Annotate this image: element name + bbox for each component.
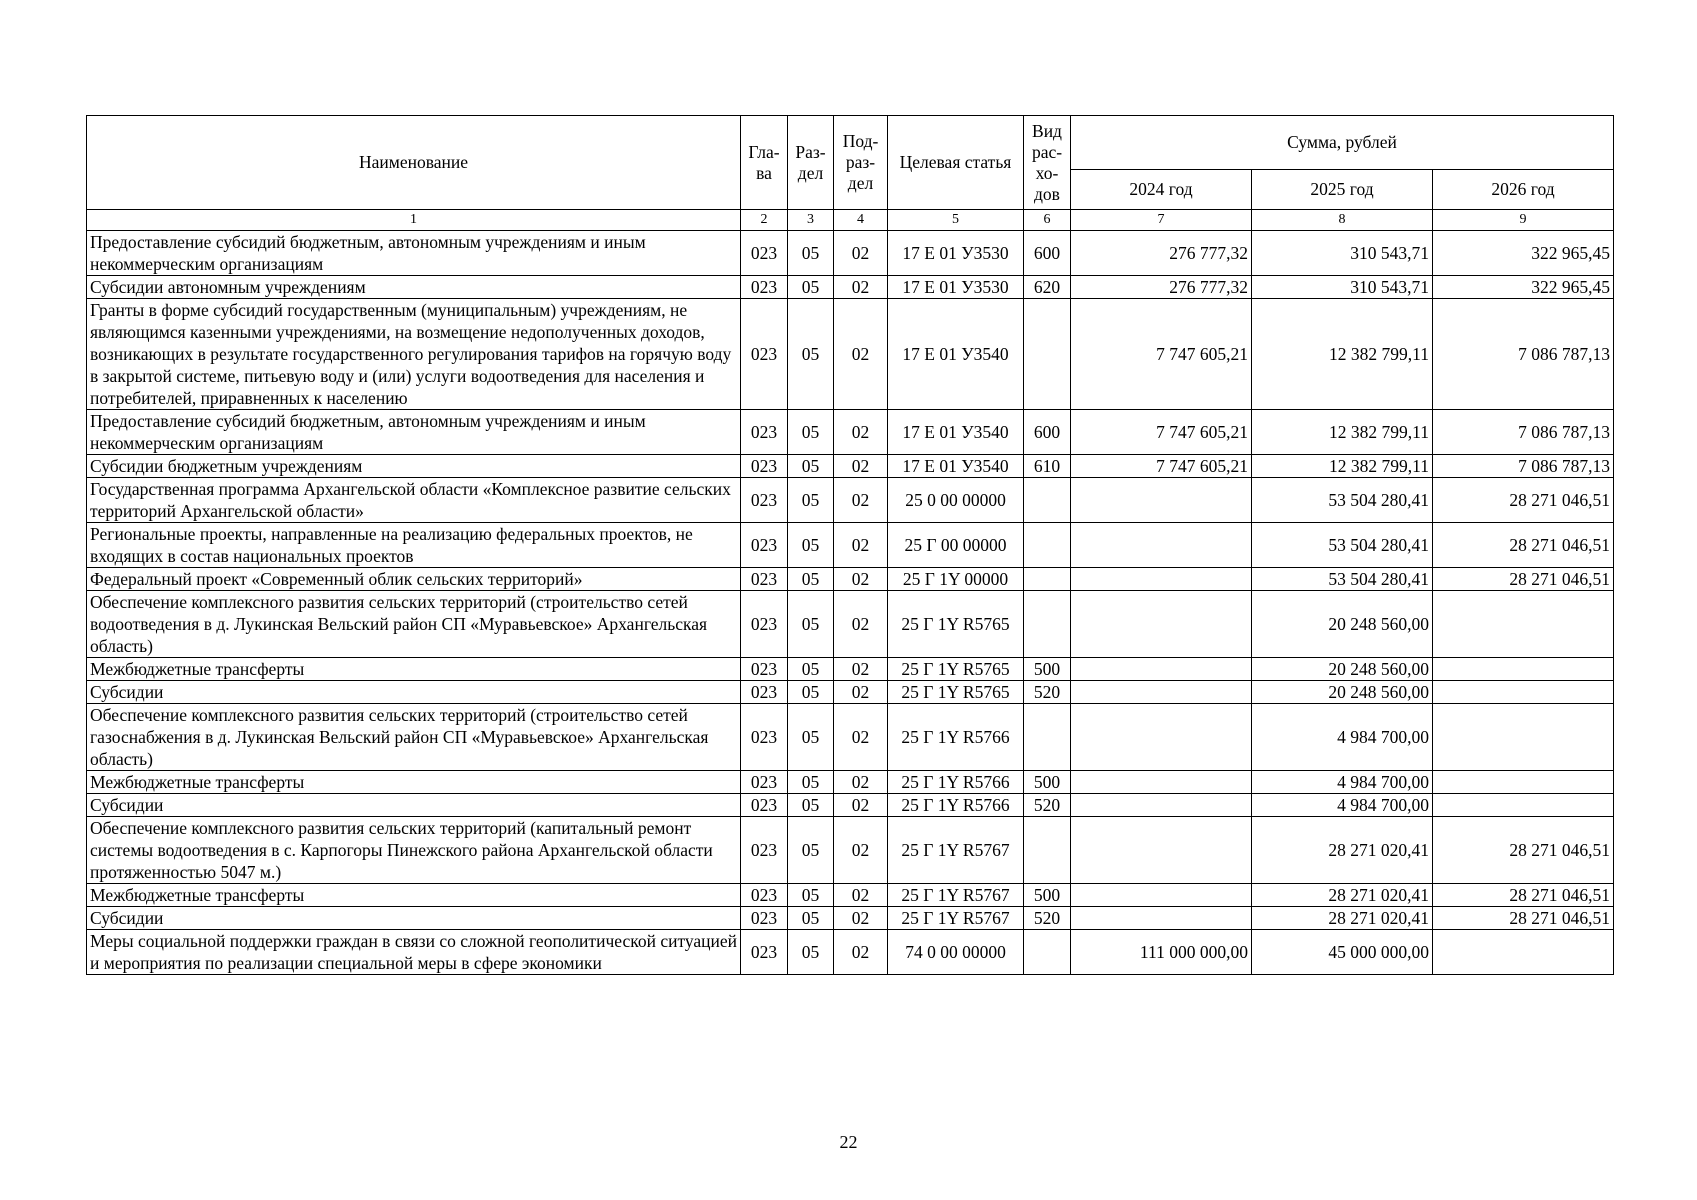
table-row <box>87 455 1614 478</box>
row-subsection: 02 <box>834 410 888 455</box>
row-subsection: 02 <box>834 704 888 771</box>
table-row <box>87 681 1614 704</box>
row-section: 05 <box>788 410 834 455</box>
row-amount-2025: 53 504 280,41 <box>1252 568 1433 591</box>
row-expense-type <box>1024 523 1071 568</box>
row-amount-2026: 322 965,45 <box>1433 276 1614 299</box>
row-name: Субсидии бюджетным учреждениям <box>87 455 741 478</box>
column-number: 6 <box>1024 210 1071 231</box>
row-name: Обеспечение комплексного развития сельских территорий (строительство сетей газоснабжения в д. Лукинская Вельский район СП «Муравьевское» Архангельская область) <box>87 704 741 771</box>
row-expense-type <box>1024 591 1071 658</box>
row-amount-2026: 28 271 046,51 <box>1433 523 1614 568</box>
row-amount-2024: 7 747 605,21 <box>1071 299 1252 410</box>
row-amount-2024 <box>1071 523 1252 568</box>
table-row <box>87 771 1614 794</box>
row-target: 17 Е 01 У3540 <box>888 410 1024 455</box>
row-amount-2026: 28 271 046,51 <box>1433 817 1614 884</box>
row-section: 05 <box>788 817 834 884</box>
table-row <box>87 410 1614 455</box>
table-row <box>87 817 1614 884</box>
row-amount-2025: 310 543,71 <box>1252 276 1433 299</box>
row-amount-2026 <box>1433 930 1614 975</box>
row-expense-type: 520 <box>1024 907 1071 930</box>
header-subsection: Под-раз-дел <box>834 116 888 210</box>
row-name: Субсидии автономным учреждениям <box>87 276 741 299</box>
row-amount-2026: 7 086 787,13 <box>1433 299 1614 410</box>
row-amount-2026: 28 271 046,51 <box>1433 568 1614 591</box>
row-subsection: 02 <box>834 591 888 658</box>
row-target: 25 Г 1Y R5766 <box>888 771 1024 794</box>
row-expense-type <box>1024 568 1071 591</box>
column-number: 8 <box>1252 210 1433 231</box>
table-row <box>87 907 1614 930</box>
row-amount-2026: 28 271 046,51 <box>1433 478 1614 523</box>
row-amount-2026 <box>1433 591 1614 658</box>
row-chapter: 023 <box>741 455 788 478</box>
column-number: 4 <box>834 210 888 231</box>
row-amount-2025: 4 984 700,00 <box>1252 771 1433 794</box>
row-chapter: 023 <box>741 231 788 276</box>
row-subsection: 02 <box>834 681 888 704</box>
row-chapter: 023 <box>741 930 788 975</box>
budget-table <box>86 115 1614 975</box>
row-target: 17 Е 01 У3530 <box>888 231 1024 276</box>
row-amount-2026 <box>1433 681 1614 704</box>
table-row <box>87 478 1614 523</box>
row-subsection: 02 <box>834 568 888 591</box>
row-amount-2025: 310 543,71 <box>1252 231 1433 276</box>
row-target: 25 Г 1Y R5767 <box>888 884 1024 907</box>
row-name: Гранты в форме субсидий государственным (муниципальным) учреждениям, не являющимся казенными учреждениями, на возмещение недополученных доходов, возникающих в результате государственного регулирования тарифов на горячую воду в закрытой системе, питьевую воду и (или) услуги водоотведения для населения и потребителей, приравненных к населению <box>87 299 741 410</box>
row-expense-type: 600 <box>1024 410 1071 455</box>
row-amount-2026: 28 271 046,51 <box>1433 907 1614 930</box>
table-row <box>87 591 1614 658</box>
row-subsection: 02 <box>834 794 888 817</box>
row-amount-2024 <box>1071 794 1252 817</box>
row-amount-2024 <box>1071 591 1252 658</box>
row-expense-type: 500 <box>1024 771 1071 794</box>
row-target: 25 0 00 00000 <box>888 478 1024 523</box>
row-amount-2026: 322 965,45 <box>1433 231 1614 276</box>
row-amount-2025: 28 271 020,41 <box>1252 884 1433 907</box>
row-section: 05 <box>788 658 834 681</box>
header-year-2025: 2025 год <box>1252 170 1433 210</box>
row-amount-2024: 276 777,32 <box>1071 231 1252 276</box>
row-subsection: 02 <box>834 299 888 410</box>
row-target: 25 Г 1Y 00000 <box>888 568 1024 591</box>
row-amount-2025: 28 271 020,41 <box>1252 907 1433 930</box>
row-target: 25 Г 1Y R5767 <box>888 907 1024 930</box>
row-amount-2025: 12 382 799,11 <box>1252 410 1433 455</box>
row-section: 05 <box>788 231 834 276</box>
row-expense-type <box>1024 478 1071 523</box>
row-amount-2025: 20 248 560,00 <box>1252 591 1433 658</box>
row-chapter: 023 <box>741 817 788 884</box>
row-section: 05 <box>788 523 834 568</box>
row-target: 25 Г 1Y R5766 <box>888 794 1024 817</box>
row-section: 05 <box>788 276 834 299</box>
row-chapter: 023 <box>741 478 788 523</box>
row-name: Меры социальной поддержки граждан в связи со сложной геополитической ситуацией и мероприятия по реализации специальной меры в сфере экономики <box>87 930 741 975</box>
row-section: 05 <box>788 299 834 410</box>
column-number: 7 <box>1071 210 1252 231</box>
column-number: 1 <box>87 210 741 231</box>
row-amount-2024 <box>1071 907 1252 930</box>
column-number: 2 <box>741 210 788 231</box>
column-number: 9 <box>1433 210 1614 231</box>
row-section: 05 <box>788 930 834 975</box>
row-chapter: 023 <box>741 299 788 410</box>
row-amount-2024: 276 777,32 <box>1071 276 1252 299</box>
row-name: Субсидии <box>87 907 741 930</box>
row-amount-2025: 53 504 280,41 <box>1252 523 1433 568</box>
row-subsection: 02 <box>834 907 888 930</box>
header-expense-type: Вид рас-хо-дов <box>1024 116 1071 210</box>
row-amount-2025: 4 984 700,00 <box>1252 704 1433 771</box>
row-amount-2024 <box>1071 658 1252 681</box>
table-row <box>87 523 1614 568</box>
row-expense-type <box>1024 299 1071 410</box>
row-section: 05 <box>788 681 834 704</box>
row-expense-type: 620 <box>1024 276 1071 299</box>
row-name: Обеспечение комплексного развития сельских территорий (строительство сетей водоотведения в д. Лукинская Вельский район СП «Муравьевское» Архангельская область) <box>87 591 741 658</box>
row-amount-2025: 20 248 560,00 <box>1252 681 1433 704</box>
row-amount-2025: 12 382 799,11 <box>1252 299 1433 410</box>
row-chapter: 023 <box>741 568 788 591</box>
header-row <box>87 116 1614 170</box>
header-year-2026: 2026 год <box>1433 170 1614 210</box>
row-amount-2025: 20 248 560,00 <box>1252 658 1433 681</box>
row-chapter: 023 <box>741 704 788 771</box>
row-expense-type: 500 <box>1024 884 1071 907</box>
row-section: 05 <box>788 907 834 930</box>
row-amount-2025: 45 000 000,00 <box>1252 930 1433 975</box>
table-row <box>87 794 1614 817</box>
row-section: 05 <box>788 568 834 591</box>
row-subsection: 02 <box>834 817 888 884</box>
header-sum: Сумма, рублей <box>1071 116 1614 170</box>
row-amount-2024 <box>1071 478 1252 523</box>
header-target: Целевая статья <box>888 116 1024 210</box>
table-row <box>87 299 1614 410</box>
row-amount-2024 <box>1071 817 1252 884</box>
table-body <box>87 231 1614 975</box>
table-row <box>87 231 1614 276</box>
row-amount-2026 <box>1433 794 1614 817</box>
row-chapter: 023 <box>741 658 788 681</box>
row-chapter: 023 <box>741 591 788 658</box>
table-row <box>87 276 1614 299</box>
table-row <box>87 658 1614 681</box>
header-year-2024: 2024 год <box>1071 170 1252 210</box>
row-name: Межбюджетные трансферты <box>87 771 741 794</box>
row-name: Межбюджетные трансферты <box>87 884 741 907</box>
row-amount-2026 <box>1433 771 1614 794</box>
row-expense-type <box>1024 817 1071 884</box>
row-expense-type <box>1024 930 1071 975</box>
row-chapter: 023 <box>741 794 788 817</box>
row-subsection: 02 <box>834 771 888 794</box>
column-numbers-row <box>87 210 1614 231</box>
row-amount-2024 <box>1071 771 1252 794</box>
table-row <box>87 884 1614 907</box>
row-name: Предоставление субсидий бюджетным, автономным учреждениям и иным некоммерческим организациям <box>87 410 741 455</box>
row-amount-2024 <box>1071 704 1252 771</box>
row-name: Межбюджетные трансферты <box>87 658 741 681</box>
row-subsection: 02 <box>834 658 888 681</box>
row-subsection: 02 <box>834 231 888 276</box>
row-amount-2024 <box>1071 568 1252 591</box>
row-chapter: 023 <box>741 771 788 794</box>
row-amount-2025: 4 984 700,00 <box>1252 794 1433 817</box>
row-amount-2025: 28 271 020,41 <box>1252 817 1433 884</box>
row-target: 17 Е 01 У3540 <box>888 455 1024 478</box>
page-number: 22 <box>839 1132 858 1152</box>
row-chapter: 023 <box>741 907 788 930</box>
row-expense-type: 600 <box>1024 231 1071 276</box>
row-amount-2026 <box>1433 704 1614 771</box>
row-amount-2025: 53 504 280,41 <box>1252 478 1433 523</box>
row-section: 05 <box>788 455 834 478</box>
row-name: Федеральный проект «Современный облик сельских территорий» <box>87 568 741 591</box>
row-section: 05 <box>788 794 834 817</box>
row-subsection: 02 <box>834 276 888 299</box>
row-amount-2024 <box>1071 681 1252 704</box>
row-target: 25 Г 00 00000 <box>888 523 1024 568</box>
row-expense-type: 500 <box>1024 658 1071 681</box>
row-target: 25 Г 1Y R5765 <box>888 658 1024 681</box>
row-expense-type <box>1024 704 1071 771</box>
row-amount-2024: 7 747 605,21 <box>1071 455 1252 478</box>
row-amount-2024: 7 747 605,21 <box>1071 410 1252 455</box>
header-name: Наименование <box>87 116 741 210</box>
row-name: Предоставление субсидий бюджетным, автономным учреждениям и иным некоммерческим организациям <box>87 231 741 276</box>
row-chapter: 023 <box>741 523 788 568</box>
header-chapter: Гла-ва <box>741 116 788 210</box>
row-target: 74 0 00 00000 <box>888 930 1024 975</box>
row-name: Обеспечение комплексного развития сельских территорий (капитальный ремонт системы водоотведения в с. Карпогоры Пинежского района Архангельской области протяженностью 5047 м.) <box>87 817 741 884</box>
row-subsection: 02 <box>834 455 888 478</box>
row-name: Субсидии <box>87 794 741 817</box>
row-chapter: 023 <box>741 681 788 704</box>
row-name: Государственная программа Архангельской области «Комплексное развитие сельских территорий Архангельской области» <box>87 478 741 523</box>
row-section: 05 <box>788 478 834 523</box>
row-subsection: 02 <box>834 478 888 523</box>
row-target: 17 Е 01 У3540 <box>888 299 1024 410</box>
row-amount-2024 <box>1071 884 1252 907</box>
row-section: 05 <box>788 704 834 771</box>
row-target: 25 Г 1Y R5765 <box>888 681 1024 704</box>
row-amount-2026: 28 271 046,51 <box>1433 884 1614 907</box>
row-expense-type: 610 <box>1024 455 1071 478</box>
row-amount-2026 <box>1433 658 1614 681</box>
row-target: 25 Г 1Y R5766 <box>888 704 1024 771</box>
row-name: Субсидии <box>87 681 741 704</box>
column-number: 3 <box>788 210 834 231</box>
row-amount-2024: 111 000 000,00 <box>1071 930 1252 975</box>
row-section: 05 <box>788 884 834 907</box>
row-chapter: 023 <box>741 410 788 455</box>
row-target: 17 Е 01 У3530 <box>888 276 1024 299</box>
row-section: 05 <box>788 591 834 658</box>
row-subsection: 02 <box>834 523 888 568</box>
row-name: Региональные проекты, направленные на реализацию федеральных проектов, не входящих в состав национальных проектов <box>87 523 741 568</box>
table-row <box>87 568 1614 591</box>
row-section: 05 <box>788 771 834 794</box>
header-section: Раз-дел <box>788 116 834 210</box>
row-amount-2026: 7 086 787,13 <box>1433 410 1614 455</box>
table-row <box>87 930 1614 975</box>
row-subsection: 02 <box>834 930 888 975</box>
row-subsection: 02 <box>834 884 888 907</box>
row-amount-2025: 12 382 799,11 <box>1252 455 1433 478</box>
row-expense-type: 520 <box>1024 681 1071 704</box>
row-amount-2026: 7 086 787,13 <box>1433 455 1614 478</box>
row-expense-type: 520 <box>1024 794 1071 817</box>
table-row <box>87 704 1614 771</box>
row-chapter: 023 <box>741 276 788 299</box>
row-chapter: 023 <box>741 884 788 907</box>
row-target: 25 Г 1Y R5765 <box>888 591 1024 658</box>
row-target: 25 Г 1Y R5767 <box>888 817 1024 884</box>
column-number: 5 <box>888 210 1024 231</box>
